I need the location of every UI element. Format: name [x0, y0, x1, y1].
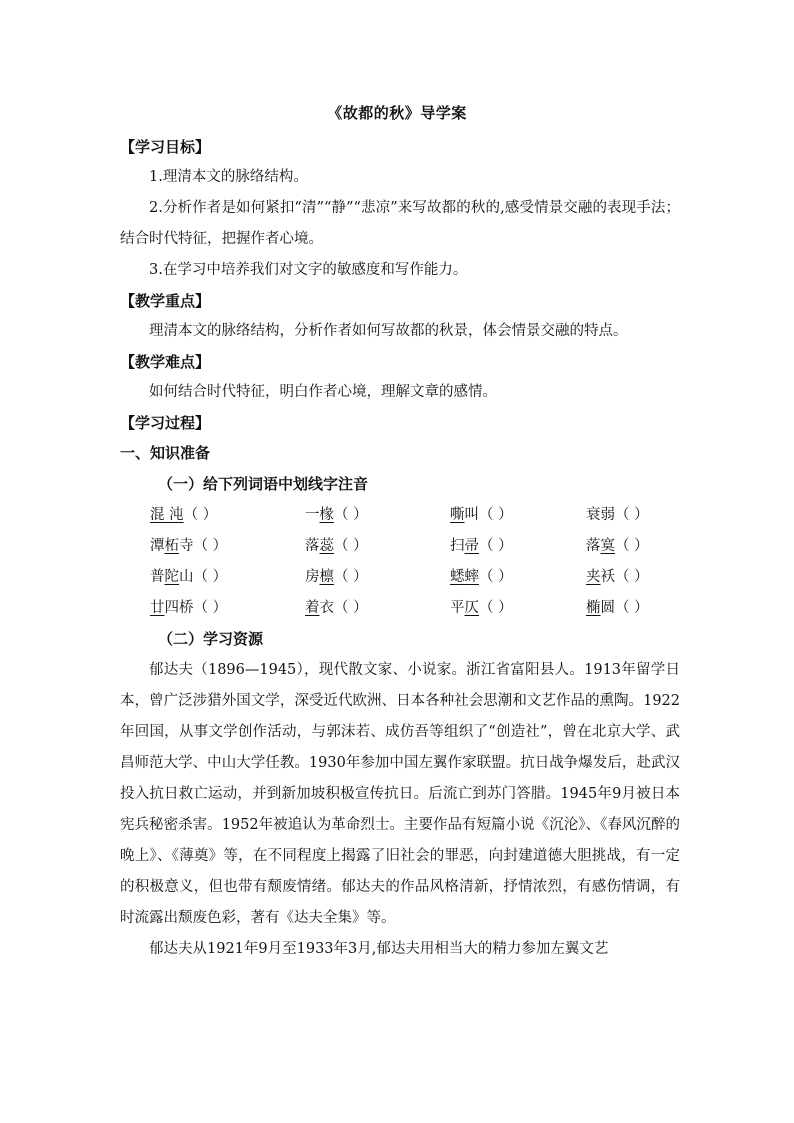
- answer-blank[interactable]: （ ）: [334, 507, 368, 523]
- pinyin-item: [150, 562, 305, 593]
- answer-blank[interactable]: （ ）: [193, 600, 228, 616]
- resources-heading: （二）学习资源: [158, 630, 264, 648]
- pinyin-word-underlined: 椭: [586, 600, 601, 616]
- difficulty-text: 如何结合时代特征，明白作者心境，理解文章的感情。: [149, 384, 497, 400]
- pinyin-word-underlined: 柘: [164, 538, 179, 554]
- pinyin-word-underlined: 蟋蟀: [450, 569, 479, 585]
- pinyin-word-plain: 平: [450, 600, 465, 616]
- answer-blank[interactable]: （ ）: [183, 507, 218, 523]
- pinyin-item: [586, 531, 710, 562]
- pinyin-word-underlined: 檩: [319, 569, 334, 585]
- pinyin-word-plain: 衰弱: [586, 507, 615, 523]
- answer-blank[interactable]: （ ）: [615, 600, 649, 616]
- answer-blank[interactable]: （ ）: [615, 538, 649, 554]
- part-one-heading: 一、知识准备: [120, 444, 211, 462]
- pinyin-word-underlined: 寞: [600, 538, 615, 554]
- pinyin-word-plain: 潭: [150, 538, 165, 554]
- answer-blank[interactable]: （ ）: [334, 600, 368, 616]
- pinyin-item: [450, 531, 586, 562]
- pinyin-exercise-grid: [120, 500, 680, 624]
- process-heading: 【学习过程】: [120, 414, 211, 432]
- goals-heading: 【学习目标】: [120, 138, 211, 156]
- document-body: [120, 132, 680, 965]
- pinyin-item: [450, 562, 586, 593]
- pinyin-item: [305, 562, 450, 593]
- answer-blank[interactable]: （ ）: [193, 538, 228, 554]
- pinyin-item: [450, 500, 586, 531]
- pinyin-item: [305, 593, 450, 624]
- pinyin-exercise-heading: （一）给下列词语中划线字注音: [158, 475, 369, 493]
- pinyin-word-plain: 四桥: [164, 600, 194, 616]
- pinyin-word-plain: 一: [305, 507, 320, 523]
- pinyin-word-plain: 寺: [179, 538, 194, 554]
- answer-blank[interactable]: （ ）: [615, 507, 649, 523]
- answer-blank[interactable]: （ ）: [479, 507, 513, 523]
- answer-blank[interactable]: （ ）: [334, 538, 368, 554]
- pinyin-item: [586, 562, 710, 593]
- pinyin-word-plain: 普: [150, 569, 165, 585]
- pinyin-word-plain: 叫: [464, 507, 479, 523]
- answer-blank[interactable]: （ ）: [334, 569, 368, 585]
- answer-blank[interactable]: （ ）: [479, 538, 513, 554]
- pinyin-item: [450, 593, 586, 624]
- pinyin-word-plain: 袄: [600, 569, 615, 585]
- pinyin-word-underlined: 着: [305, 600, 320, 616]
- pinyin-item: [150, 531, 305, 562]
- pinyin-word-plain: 山: [179, 569, 194, 585]
- pinyin-item: [305, 500, 450, 531]
- pinyin-word-underlined: 廿: [150, 600, 165, 616]
- pinyin-word-underlined: 仄: [464, 600, 479, 616]
- pinyin-word-plain: 房: [305, 569, 320, 585]
- answer-blank[interactable]: （ ）: [615, 569, 649, 585]
- pinyin-word-plain: 扫: [450, 538, 465, 554]
- pinyin-item: [305, 531, 450, 562]
- pinyin-word-underlined: 蕊: [319, 538, 334, 554]
- pinyin-word-plain: 圆: [600, 600, 615, 616]
- pinyin-word-underlined: 混 沌: [150, 507, 184, 523]
- key-points-text: 理清本文的脉络结构，分析作者如何写故都的秋景，体会情景交融的特点。: [149, 323, 628, 339]
- pinyin-item: [150, 500, 305, 531]
- resource-paragraph: 郁达夫从1921年9月至1933年3月,郁达夫用相当大的精力参加左翼文艺: [149, 941, 609, 957]
- pinyin-word-plain: 衣: [319, 600, 334, 616]
- document-title: 《故都的秋》导学案: [327, 104, 467, 122]
- pinyin-item: [150, 593, 305, 624]
- pinyin-word-underlined: 夹: [586, 569, 601, 585]
- pinyin-word-underlined: 帚: [464, 538, 479, 554]
- key-points-heading: 【教学重点】: [120, 292, 211, 310]
- pinyin-item: [586, 500, 710, 531]
- difficulty-heading: 【教学难点】: [120, 353, 211, 371]
- pinyin-word-underlined: 陀: [164, 569, 179, 585]
- answer-blank[interactable]: （ ）: [479, 600, 513, 616]
- resource-paragraph: 郁达夫（1896—1945），现代散文家、小说家。浙江省富阳县人。1913年留学日本，曾广泛涉猎外国文学，深受近代欧洲、日本各种社会思潮和文艺作品的熏陶。1922年回国，从事文学创作活动，与郭沫若、成仿吾等组织了“创造社”，曾在北京大学、武昌师范大学、中山大学任教。1930年参加中国左翼作家联盟。抗日战争爆发后，赴武汉投入抗日救亡运动，并到新加坡积极宣传抗日。后流亡到苏门答腊。1945年9月被日本宪兵秘密杀害。1952年被追认为革命烈士。主要作品有短篇小说《沉沦》、《春风沉醉的晚上》、《薄奠》等，在不同程度上揭露了旧社会的罪恶，向封建道德大胆挑战，有一定的积极意义，但也带有颓废情绪。郁达夫的作品风格清新，抒情浓烈，有感伤情调，有时流露出颓废色彩，著有《达夫全集》等。: [120, 662, 680, 926]
- pinyin-word-plain: 落: [586, 538, 601, 554]
- pinyin-word-plain: 落: [305, 538, 320, 554]
- goal-item: 1.理清本文的脉络结构。: [149, 169, 308, 185]
- answer-blank[interactable]: （ ）: [479, 569, 513, 585]
- goal-item: 3.在学习中培养我们对文字的敏感度和写作能力。: [149, 262, 468, 278]
- answer-blank[interactable]: （ ）: [193, 569, 228, 585]
- pinyin-word-underlined: 嘶: [450, 507, 465, 523]
- pinyin-item: [586, 593, 710, 624]
- goal-item: 2.分析作者是如何紧扣“清”“静”“悲凉”来写故都的秋的,感受情景交融的表现手法；结合时代特征，把握作者心境。: [120, 200, 680, 247]
- pinyin-word-underlined: 椽: [319, 507, 334, 523]
